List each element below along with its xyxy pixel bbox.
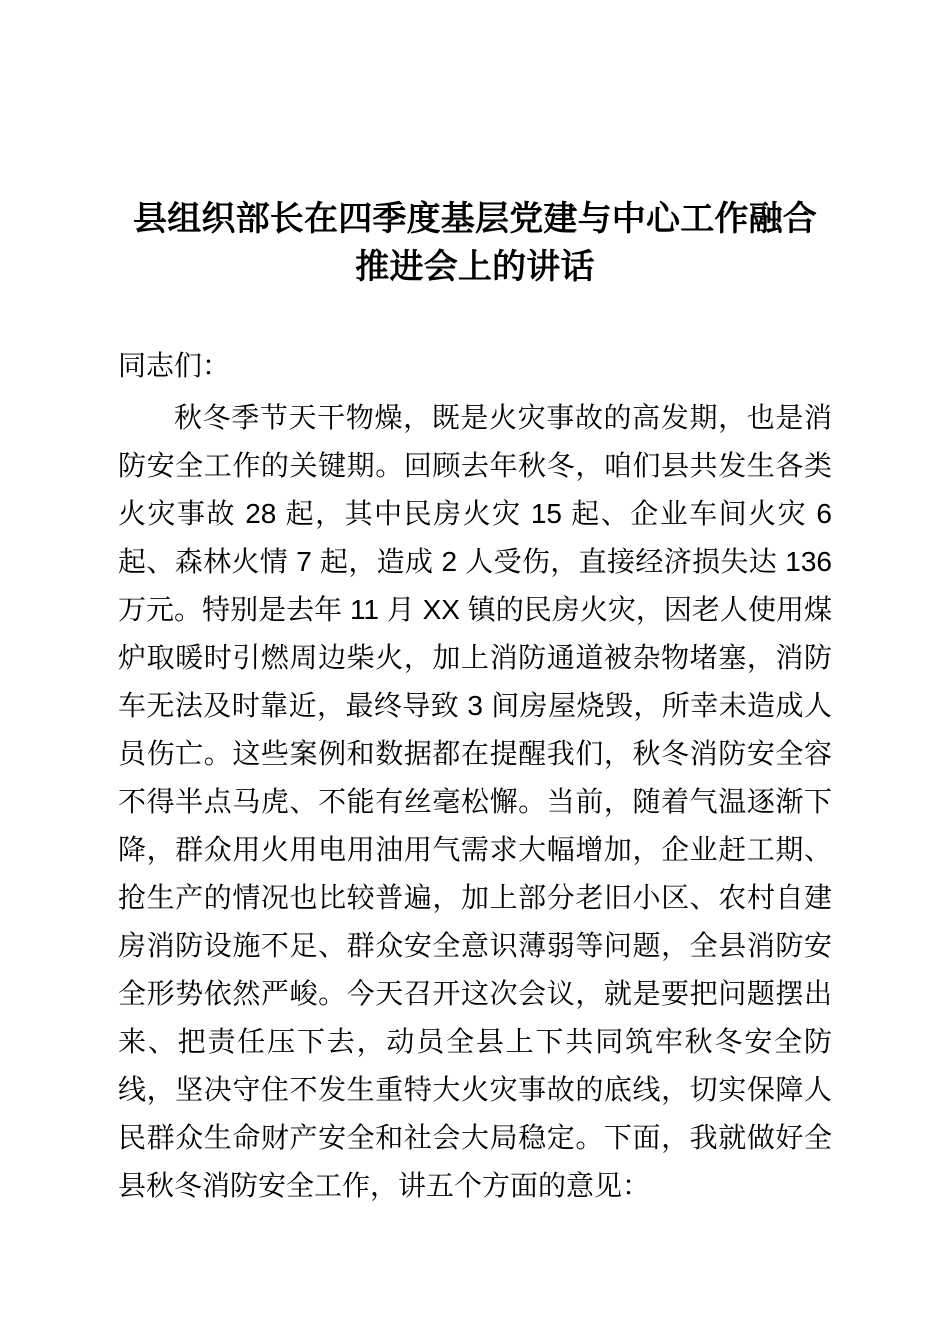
document-text-block [118,0,832,1210]
salutation-line: 同志们： [118,350,231,381]
body-paragraph-1: 秋冬季节天干物燥，既是火灾事故的高发期，也是消防安全工作的关键期。回顾去年秋冬，咱们县共发生各类火灾事故 28 起，其中民房火灾 15 起、企业车间火灾 6 起、森林火情 7 起，造成 2 人受伤，直接经济损失达 136 万元。特别是去年 11 月 XX 镇的民房火灾，因老人使用煤炉取暖时引燃周边柴火，加上消防通道被杂物堵塞，消防车无法及时靠近，最终导致 3 间房屋烧毁，所幸未造成人员伤亡。这些案例和数据都在提醒我们，秋冬消防安全容不得半点马虎、不能有丝毫松懈。当前，随着气温逐渐下降，群众用火用电用油用气需求大幅增加，企业赶工期、抢生产的情况也比较普遍，加上部分老旧小区、农村自建房消防设施不足、群众安全意识薄弱等问题，全县消防安全形势依然严峻。今天召开这次会议，就是要把问题摆出来、把责任压下去，动员全县上下共同筑牢秋冬安全防线，坚决守住不发生重特大火灾事故的底线，切实保障人民群众生命财产安全和社会大局稳定。下面，我就做好全县秋冬消防安全工作，讲五个方面的意见： [118,402,832,1201]
page-title: 县组织部长在四季度基层党建与中心工作融合推进会上的讲话 [133,201,817,286]
